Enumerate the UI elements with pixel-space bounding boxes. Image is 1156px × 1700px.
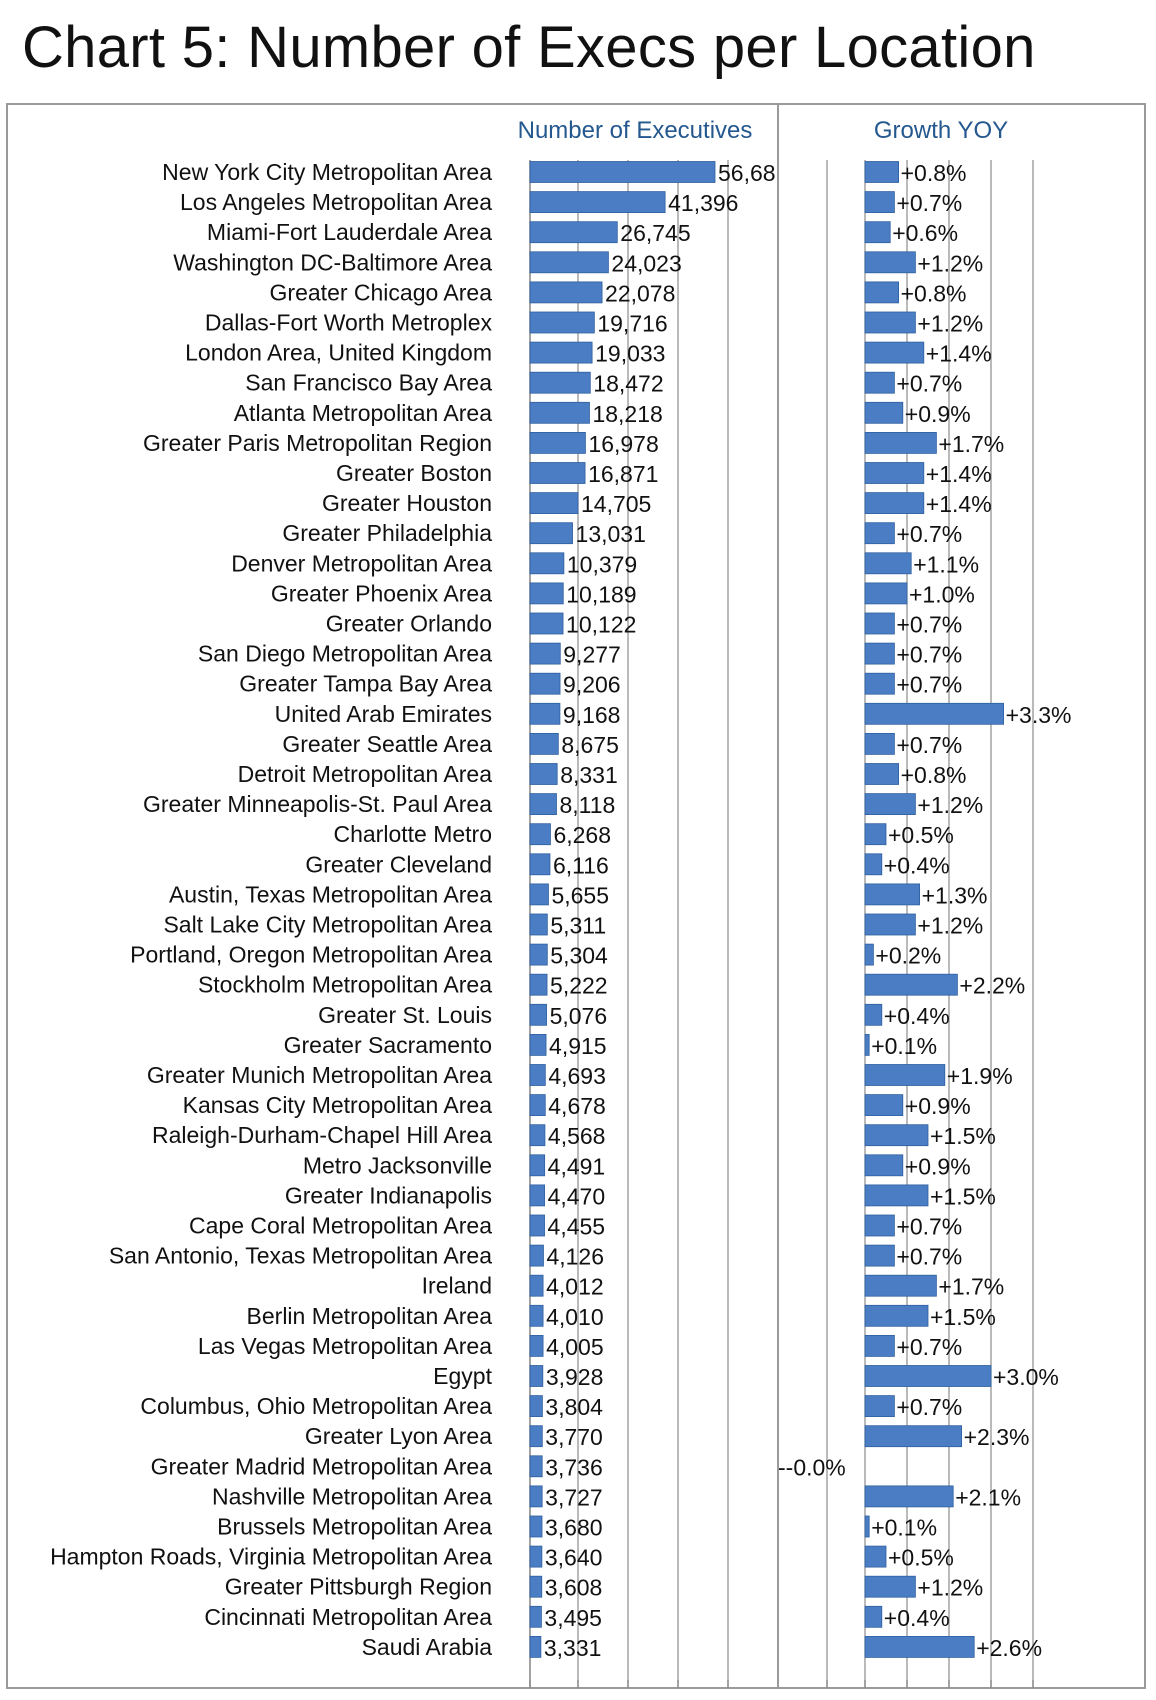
bar-growth: [865, 523, 894, 544]
value-label-executives: 4,005: [546, 1333, 604, 1360]
bar-executives: [530, 553, 564, 574]
category-label: United Arab Emirates: [274, 700, 492, 727]
bar-executives: [530, 1004, 547, 1025]
category-label: Nashville Metropolitan Area: [212, 1483, 492, 1510]
value-label-growth: +0.7%: [896, 1243, 963, 1270]
value-label-growth: +0.9%: [904, 400, 971, 427]
bar-growth: [865, 1245, 894, 1266]
value-label-growth: +2.1%: [955, 1484, 1022, 1511]
bar-growth: [865, 764, 899, 785]
bar-growth: [865, 974, 957, 995]
value-label-executives: 4,470: [547, 1183, 606, 1210]
value-label-growth: +1.2%: [917, 310, 984, 337]
bar-growth: [865, 1335, 894, 1356]
value-label-growth: +0.4%: [883, 852, 950, 879]
value-label-executives: 4,678: [548, 1093, 606, 1120]
bar-growth: [865, 372, 894, 393]
value-label-executives: 9,168: [562, 701, 621, 728]
category-label: Brussels Metropolitan Area: [217, 1513, 492, 1540]
bar-executives: [530, 673, 560, 694]
bar-executives: [530, 1486, 542, 1507]
value-label-executives: 9,206: [563, 671, 621, 698]
bar-executives: [530, 1245, 543, 1266]
value-label-executives: 4,491: [547, 1153, 606, 1180]
bar-executives: [530, 1155, 545, 1176]
bar-executives: [530, 523, 573, 544]
bar-growth: [865, 1004, 882, 1025]
chart-title: Chart 5: Number of Execs per Location: [22, 15, 1036, 80]
category-label: Greater St. Louis: [318, 1001, 492, 1028]
category-label: Charlotte Metro: [333, 821, 492, 848]
bar-executives: [530, 282, 602, 303]
value-label-executives: 4,915: [549, 1032, 607, 1059]
category-label: Washington DC-Baltimore Area: [173, 249, 492, 276]
value-label-executives: 4,010: [546, 1303, 604, 1330]
value-label-growth: +1.3%: [921, 882, 988, 909]
value-label-growth: +1.1%: [913, 551, 980, 578]
bar-executives: [530, 493, 578, 514]
value-label-growth: +0.8%: [900, 280, 967, 307]
value-label-executives: 14,705: [580, 491, 652, 518]
value-label-growth: +1.2%: [917, 1574, 984, 1601]
value-label-executives: 3,736: [545, 1454, 603, 1481]
bar-executives: [530, 1516, 542, 1537]
value-label-growth: +0.7%: [896, 671, 963, 698]
bar-executives: [530, 733, 558, 754]
value-label-executives: 16,871: [588, 461, 659, 487]
bar-growth: [865, 854, 882, 875]
value-label-growth: +0.7%: [896, 1333, 963, 1360]
category-label: Greater Sacramento: [283, 1031, 492, 1058]
value-label-executives: 3,608: [544, 1574, 603, 1601]
value-label-growth: +0.2%: [875, 942, 942, 969]
category-label: Egypt: [433, 1363, 492, 1389]
bar-growth: [865, 944, 873, 965]
category-label: Kansas City Metropolitan Area: [182, 1092, 492, 1119]
bar-executives: [530, 222, 617, 243]
bar-growth: [865, 1486, 953, 1507]
value-label-executives: 5,311: [550, 912, 607, 939]
category-label: Miami-Fort Lauderdale Area: [206, 219, 492, 246]
bar-executives: [530, 884, 548, 905]
value-label-executives: 3,727: [545, 1484, 603, 1511]
bar-growth: [865, 252, 915, 273]
bar-executives: [530, 162, 715, 183]
bar-growth: [865, 192, 894, 213]
bar-growth: [865, 884, 920, 905]
category-label: Greater Paris Metropolitan Region: [143, 429, 492, 456]
bar-executives: [530, 1125, 545, 1146]
bar-growth: [865, 673, 894, 694]
category-label: Greater Boston: [336, 460, 492, 486]
value-label-executives: 8,118: [559, 792, 616, 819]
value-label-executives: 9,277: [563, 641, 621, 668]
bar-executives: [530, 192, 665, 213]
category-label: Cincinnati Metropolitan Area: [204, 1603, 492, 1630]
bar-growth: [865, 1185, 928, 1206]
bar-growth: [865, 643, 894, 664]
bar-executives: [530, 402, 589, 423]
value-label-executives: 3,770: [545, 1424, 603, 1451]
category-label: Greater Indianapolis: [284, 1182, 492, 1209]
bar-growth: [865, 733, 894, 754]
value-label-growth: +1.9%: [946, 1063, 1013, 1089]
bar-growth: [865, 1095, 903, 1116]
value-label-executives: 4,568: [547, 1123, 606, 1150]
value-label-growth: +0.7%: [896, 1213, 963, 1240]
value-label-executives: 4,126: [546, 1243, 605, 1270]
category-label: Stockholm Metropolitan Area: [197, 971, 492, 998]
bar-executives: [530, 583, 563, 604]
category-label: Greater Cleveland: [305, 851, 492, 878]
bar-growth: [865, 553, 911, 574]
value-label-executives: 3,331: [543, 1634, 602, 1661]
value-label-growth: +1.4%: [925, 461, 992, 487]
value-label-growth: +1.4%: [925, 340, 992, 367]
bar-growth: [865, 1636, 974, 1657]
bar-growth: [865, 583, 907, 604]
bar-executives: [530, 252, 608, 273]
category-label: Metro Jacksonville: [302, 1152, 492, 1179]
value-label-growth: --0.0%: [778, 1454, 846, 1481]
bar-executives: [530, 372, 590, 393]
bar-executives: [530, 1546, 542, 1567]
bar-growth: [865, 703, 1004, 724]
category-label: Greater Lyon Area: [304, 1423, 492, 1450]
value-label-executives: 4,012: [546, 1273, 604, 1300]
value-label-executives: 26,745: [620, 220, 691, 247]
bar-growth: [865, 1366, 991, 1387]
bar-growth: [865, 1516, 869, 1537]
value-label-executives: 6,116: [552, 852, 609, 879]
category-label: Salt Lake City Metropolitan Area: [163, 911, 492, 938]
value-label-growth: +0.7%: [896, 190, 963, 217]
value-label-growth: +1.4%: [925, 491, 992, 518]
bar-executives: [530, 703, 560, 724]
category-label: Columbus, Ohio Metropolitan Area: [140, 1393, 492, 1420]
value-label-executives: 3,928: [545, 1364, 604, 1390]
value-label-growth: +3.3%: [1005, 701, 1072, 728]
bar-growth: [865, 312, 915, 333]
value-label-executives: 8,675: [561, 731, 619, 758]
bar-executives: [530, 432, 585, 453]
value-label-growth: +1.0%: [909, 581, 975, 608]
bar-growth: [865, 824, 886, 845]
bar-executives: [530, 1335, 543, 1356]
value-label-growth: +1.2%: [917, 250, 984, 277]
bar-growth: [865, 463, 924, 484]
bar-executives: [530, 1034, 546, 1055]
value-label-growth: +0.5%: [888, 1544, 954, 1571]
value-label-growth: +0.4%: [883, 1604, 950, 1631]
category-label: Atlanta Metropolitan Area: [233, 399, 492, 426]
value-label-growth: +2.2%: [959, 972, 1026, 999]
bar-executives: [530, 794, 556, 815]
bar-executives: [530, 613, 563, 634]
value-label-growth: +0.1%: [871, 1032, 938, 1059]
bar-executives: [530, 463, 585, 484]
value-label-growth: +0.7%: [896, 370, 963, 397]
bar-executives: [530, 1606, 541, 1627]
category-label: Portland, Oregon Metropolitan Area: [130, 941, 492, 968]
value-label-growth: +2.6%: [976, 1634, 1043, 1661]
category-label: Cape Coral Metropolitan Area: [189, 1212, 492, 1239]
value-label-growth: +3.0%: [993, 1364, 1059, 1390]
value-label-growth: +1.7%: [938, 1273, 1005, 1300]
value-label-executives: 10,122: [566, 611, 637, 638]
bar-executives: [530, 1305, 543, 1326]
bar-growth: [865, 402, 903, 423]
value-label-executives: 5,304: [550, 942, 608, 969]
bar-executives: [530, 1366, 543, 1387]
value-label-executives: 10,189: [566, 581, 637, 608]
category-label: Ireland: [421, 1272, 492, 1299]
value-label-growth: +1.2%: [917, 912, 984, 939]
value-label-growth: +0.1%: [871, 1514, 938, 1541]
category-label: Denver Metropolitan Area: [231, 550, 492, 577]
category-label: Greater Pittsburgh Region: [224, 1573, 492, 1600]
category-label: Greater Phoenix Area: [270, 580, 492, 607]
category-label: New York City Metropolitan Area: [162, 159, 492, 185]
category-label: Greater Seattle Area: [282, 730, 492, 757]
value-label-executives: 56,68: [718, 160, 776, 186]
value-label-executives: 4,693: [548, 1063, 606, 1089]
value-label-executives: 5,076: [549, 1002, 608, 1029]
category-label: San Diego Metropolitan Area: [197, 640, 492, 667]
value-label-growth: +0.7%: [896, 611, 963, 638]
bar-growth: [865, 1155, 903, 1176]
value-label-executives: 5,222: [550, 972, 608, 999]
bar-growth: [865, 432, 936, 453]
category-label: Greater Tampa Bay Area: [239, 670, 492, 697]
bar-executives: [530, 974, 547, 995]
category-label: San Antonio, Texas Metropolitan Area: [108, 1242, 492, 1269]
bar-growth: [865, 1034, 869, 1055]
value-label-growth: +0.8%: [900, 762, 967, 788]
bar-growth: [865, 1606, 882, 1627]
bar-growth: [865, 1065, 945, 1086]
category-label: Greater Philadelphia: [282, 520, 492, 547]
category-label: Greater Madrid Metropolitan Area: [150, 1453, 492, 1480]
bar-growth: [865, 1426, 962, 1447]
value-label-executives: 6,268: [553, 822, 612, 849]
bar-growth: [865, 1215, 894, 1236]
value-label-growth: +1.7%: [938, 430, 1005, 457]
category-label: Detroit Metropolitan Area: [237, 761, 492, 787]
value-label-executives: 3,680: [545, 1514, 603, 1541]
value-label-executives: 3,495: [544, 1604, 602, 1631]
category-label: Dallas-Fort Worth Metroplex: [204, 309, 492, 336]
value-label-growth: +2.3%: [963, 1424, 1030, 1451]
category-label: Saudi Arabia: [361, 1633, 492, 1660]
bar-executives: [530, 1576, 542, 1597]
bar-growth: [865, 342, 924, 363]
bar-growth: [865, 914, 915, 935]
value-label-growth: +0.5%: [888, 822, 954, 849]
bar-executives: [530, 1275, 543, 1296]
value-label-executives: 19,033: [595, 340, 666, 367]
value-label-growth: +0.9%: [904, 1093, 971, 1120]
value-label-executives: 5,655: [551, 882, 610, 909]
category-label: Raleigh-Durham-Chapel Hill Area: [151, 1122, 492, 1149]
bar-growth: [865, 794, 915, 815]
bar-growth: [865, 222, 890, 243]
bar-executives: [530, 1095, 545, 1116]
bar-executives: [530, 1426, 542, 1447]
value-label-growth: +0.7%: [896, 521, 963, 548]
bar-growth: [865, 282, 899, 303]
category-label: San Francisco Bay Area: [245, 369, 492, 396]
bar-growth: [865, 1305, 928, 1326]
value-label-executives: 18,218: [592, 400, 663, 427]
bar-growth: [865, 1396, 894, 1417]
bar-executives: [530, 1456, 542, 1477]
value-label-executives: 19,716: [597, 310, 668, 337]
bar-growth: [865, 162, 899, 183]
category-label: Greater Munich Metropolitan Area: [146, 1062, 492, 1088]
value-label-growth: +0.7%: [896, 641, 963, 668]
bar-executives: [530, 1065, 545, 1086]
bar-growth: [865, 1275, 936, 1296]
value-label-growth: +0.8%: [900, 160, 967, 186]
bar-executives: [530, 854, 550, 875]
value-label-growth: +1.5%: [930, 1303, 996, 1330]
value-label-growth: +1.5%: [930, 1123, 996, 1150]
category-label: London Area, United Kingdom: [185, 339, 492, 366]
value-label-executives: 10,379: [566, 551, 638, 578]
value-label-executives: 18,472: [593, 370, 664, 397]
bar-executives: [530, 1185, 545, 1206]
value-label-executives: 3,804: [545, 1394, 603, 1421]
category-label: Greater Chicago Area: [269, 279, 492, 306]
value-label-executives: 16,978: [588, 430, 659, 457]
bar-growth: [865, 1576, 915, 1597]
value-label-growth: +1.5%: [930, 1183, 996, 1210]
category-label: Greater Houston: [321, 490, 492, 517]
bar-executives: [530, 643, 560, 664]
panel-header-growth: Growth YOY: [873, 117, 1009, 144]
bar-executives: [530, 312, 594, 333]
bar-executives: [530, 944, 547, 965]
value-label-executives: 13,031: [575, 521, 646, 548]
bar-growth: [865, 1546, 886, 1567]
category-label: Los Angeles Metropolitan Area: [180, 189, 492, 216]
value-label-growth: +0.4%: [883, 1002, 950, 1029]
bar-growth: [865, 493, 924, 514]
category-label: Las Vegas Metropolitan Area: [197, 1332, 492, 1359]
category-label: Berlin Metropolitan Area: [246, 1302, 492, 1329]
bar-growth: [865, 613, 894, 634]
value-label-executives: 41,396: [668, 190, 739, 217]
bar-executives: [530, 1215, 545, 1236]
value-label-executives: 24,023: [611, 250, 682, 277]
value-label-growth: +0.9%: [904, 1153, 971, 1180]
value-label-growth: +1.2%: [917, 792, 984, 819]
bar-executives: [530, 914, 547, 935]
value-label-growth: +0.6%: [892, 220, 959, 247]
value-label-executives: 4,455: [547, 1213, 606, 1240]
category-label: Greater Orlando: [325, 610, 492, 637]
value-label-growth: +0.7%: [896, 1394, 963, 1421]
panel-header-executives: Number of Executives: [517, 117, 753, 144]
bar-executives: [530, 764, 557, 785]
bar-executives: [530, 342, 592, 363]
category-label: Hampton Roads, Virginia Metropolitan Area: [50, 1543, 492, 1570]
bar-executives: [530, 1396, 542, 1417]
value-label-executives: 22,078: [605, 280, 676, 307]
bar-executives: [530, 1636, 541, 1657]
value-label-executives: 3,640: [544, 1544, 603, 1571]
bar-growth: [865, 1125, 928, 1146]
category-label: Greater Minneapolis-St. Paul Area: [142, 791, 492, 818]
category-label: Austin, Texas Metropolitan Area: [168, 881, 492, 908]
bar-executives: [530, 824, 550, 845]
value-label-growth: +0.7%: [896, 731, 963, 758]
value-label-executives: 8,331: [560, 762, 618, 788]
